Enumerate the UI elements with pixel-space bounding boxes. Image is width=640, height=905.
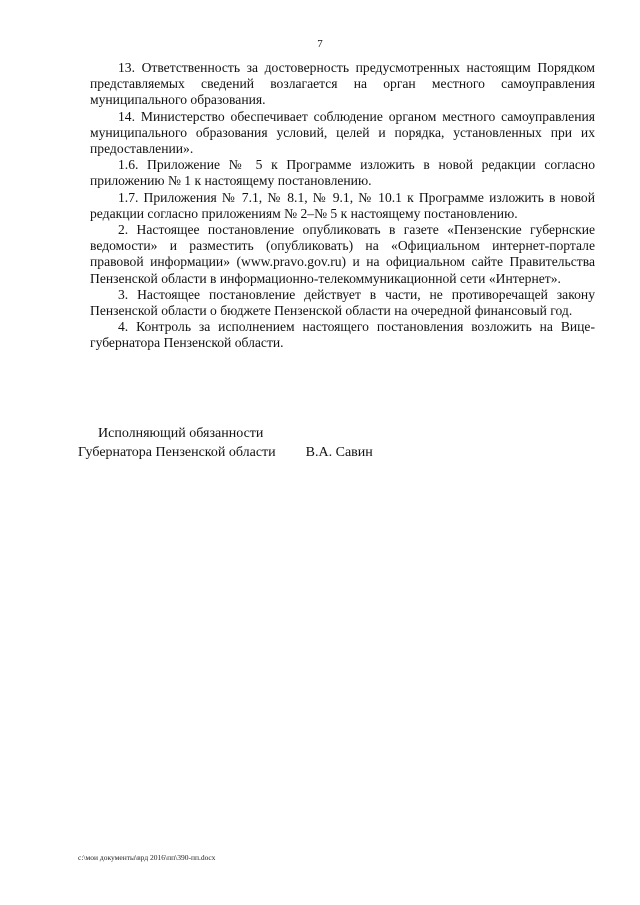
paragraph-clause-2: 2. Настоящее постановление опубликовать в газете «Пензенские губернские ведомости» и разместить (опубликовать) на «Официальном интернет-портале правовой информации» (www.pravo.gov.ru) и на официальном сайте Правительства Пензенской области в информационно-телекоммуникационной сети «Интернет». bbox=[90, 222, 595, 286]
footer-file-path: c:\мои документы\врд 2016\пп\390-пп.docx bbox=[78, 853, 216, 862]
signatory-title-row bbox=[78, 443, 518, 462]
document-body bbox=[90, 60, 595, 352]
paragraph-clause-4: 4. Контроль за исполнением настоящего постановления возложить на Вице-губернатора Пензенской области. bbox=[90, 319, 595, 351]
signature-block bbox=[78, 424, 518, 462]
signatory-title-line2: Губернатора Пензенской области bbox=[78, 445, 276, 460]
signatory-name: В.А. Савин bbox=[305, 445, 373, 460]
paragraph-clause-1-7: 1.7. Приложения № 7.1, № 8.1, № 9.1, № 10.1 к Программе изложить в новой редакции согласно приложениям № 2–№ 5 к настоящему постановлению. bbox=[90, 189, 595, 221]
paragraph-item-14: 14. Министерство обеспечивает соблюдение органом местного самоуправления муниципального образования условий, целей и порядка, установленных при их предоставлении». bbox=[90, 108, 595, 157]
page-number: 7 bbox=[317, 38, 323, 50]
paragraph-clause-3: 3. Настоящее постановление действует в части, не противоречащей закону Пензенской области о бюджете Пензенской области на очередной финансовый год. bbox=[90, 286, 595, 319]
paragraph-clause-1-6: 1.6. Приложение № 5 к Программе изложить в новой редакции согласно приложению № 1 к настоящему постановлению. bbox=[90, 157, 595, 189]
signatory-title-line1: Исполняющий обязанности bbox=[98, 426, 264, 441]
paragraph-item-13: 13. Ответственность за достоверность предусмотренных настоящим Порядком представляемых сведений возлагается на орган местного самоуправления муниципального образования. bbox=[90, 60, 595, 108]
